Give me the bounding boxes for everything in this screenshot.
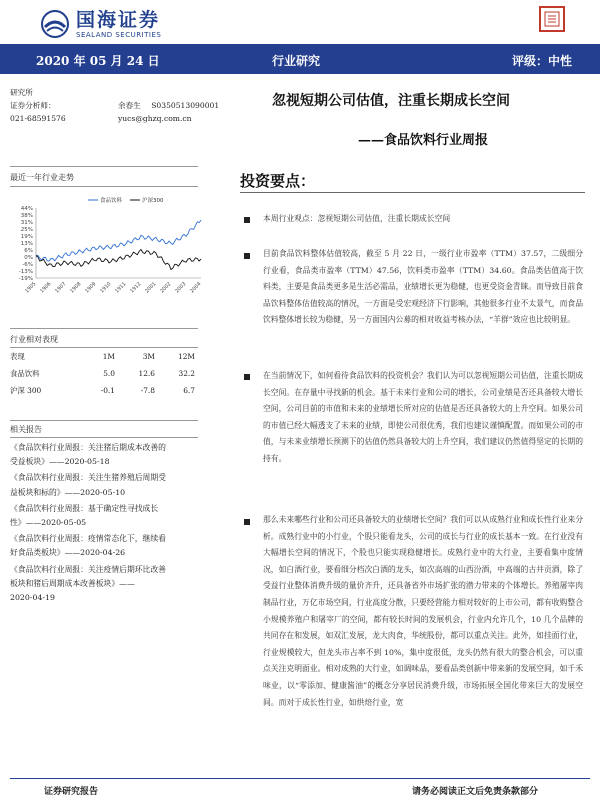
report-date: 2020 年 05 月 24 日	[36, 54, 160, 68]
divider	[10, 437, 198, 438]
series-line-csi300	[36, 250, 201, 270]
related-report-line: 好食品类板块》——2020-04-26	[10, 548, 126, 558]
related-report-line: 受益板块》——2020-05-18	[10, 457, 110, 467]
x-tick-label: 1909	[84, 281, 98, 295]
table-cell: 32.2	[178, 369, 195, 378]
analyst-phone: 021-68591576	[10, 114, 66, 123]
related-list	[10, 441, 200, 605]
legend-label: 沪深300	[142, 198, 164, 204]
invest-point-1: 本周行业观点：忽视短期公司估值，注重长期成长空间	[263, 214, 451, 223]
y-tick-label: 25%	[20, 227, 33, 233]
invest-heading: 投资要点：	[240, 172, 316, 190]
related-report-line: 《食品饮料行业周报：关注猪后期成本改善的	[10, 443, 166, 452]
related-report-line: 《食品饮料行业周报：关注疫情后期环比改善	[10, 564, 166, 574]
x-tick-label: 2003	[174, 281, 188, 295]
table-cell: 5.0	[103, 369, 115, 378]
x-tick-label: 2004	[189, 281, 203, 295]
y-tick-label: 13%	[20, 241, 33, 247]
invest-point-4: 那么未来哪些行业和公司还具备较大的业绩增长空间？我们可以从成熟行业和成长性行业来分析。成熟行业中的小行业，个股只能看龙头，公司的成长与行业的成长基本一致。在行业没有大幅增长空间的情况下，个股也只能实现稳健增长。成熟行业中的大行业，主要看集中度情况，如白酒行业，要看细分档次白酒的龙头，如次高端的山西汾酒，中高端的古井贡酒，除了受益行业整体消费升级的量价齐升，还具备省外市场扩张的潜力带来的个体增长。养殖屠宰肉制品行业，万亿市场空间，行业高度分散，只要经营能力相对较好的上市公司，都有收购整合小规模养殖户和屠宰厂的空间，都有较长时间的发展机会，行业内允许几个，10 几个品牌的共同存在和发展，如双汇发展，龙大肉食，华统股份，都可以重点关注。此外，如挂面行业，行业规模较大，但龙头市占率不到 10%，集中度很低，龙头仍然有很大的整合机会，可以重点关注克明面业。相对成熟的大行业，如调味品，要看品类创新中带来新的发展空间，如千禾味业，以“零添加、健康酱油”的概念分享居民消费升级，市场拓展全国化带来巨大的发展空间。而对于成长性行业，如烘焙行业，宽	[263, 515, 583, 707]
performance-title: 行业相对表现	[10, 335, 58, 344]
x-tick-label: 1905	[24, 281, 38, 295]
y-tick-label: 19%	[20, 234, 33, 240]
y-tick-label: -6%	[22, 262, 33, 268]
bullet-icon	[244, 374, 250, 380]
divider	[240, 192, 585, 193]
table-header-cell: 12M	[178, 352, 195, 361]
table-header-cell: 表现	[10, 352, 25, 361]
bullet-icon	[244, 217, 250, 223]
x-tick-label: 1906	[39, 281, 53, 295]
invest-point-2: 目前食品饮料整体估值较高，截至 5 月 22 日，一级行业市盈率（TTM）37.57，二级细分行业看，食品类市盈率（TTM）47.56，饮料类市盈率（TTM）34.60。食品类估值高于饮料类，主要是食品类更多是生活必需品，业绩增长更为稳健，也更受资金青睐。而导致目前食品饮料整体估值较高的情况，一方面是受宏观经济下行影响，其他很多行业不太景气，而食品饮料整体增长较为稳健，另一方面国内公募的相对收益考核办法，“羊群”效应也比较明显。	[263, 249, 583, 325]
analyst-label: 证券分析师：	[10, 101, 56, 110]
table-header-cell: 3M	[142, 352, 155, 361]
bullet-icon	[244, 519, 250, 525]
table-header-cell: 1M	[102, 352, 115, 361]
table-cell: 6.7	[183, 386, 195, 395]
related-title: 相关报告	[10, 425, 42, 434]
rating: 评级：中性	[512, 54, 573, 68]
y-tick-label: -19%	[18, 276, 33, 282]
trend-title: 最近一年行业走势	[10, 173, 74, 182]
related-report-line: 《食品饮料行业周报：疫情常态化下，继续看	[10, 534, 166, 544]
y-tick-label: 6%	[24, 248, 33, 254]
table-row	[10, 382, 195, 399]
x-tick-label: 1911	[114, 281, 128, 295]
related-report-line: 板块和猪后周期成本改善板块》——	[10, 578, 135, 588]
x-tick-label: 1910	[99, 281, 113, 295]
x-tick-label: 2001	[144, 281, 158, 295]
related-report-link[interactable]	[10, 441, 200, 469]
report-title: 忽视短期公司估值，注重长期成长空间	[272, 93, 510, 109]
table-row	[10, 365, 195, 382]
bullet-icon	[244, 253, 250, 259]
divider	[10, 328, 198, 329]
brand-name-en: SEALAND SECURITIES	[76, 30, 162, 39]
y-tick-label: -13%	[18, 269, 33, 275]
x-tick-label: 1907	[54, 281, 68, 295]
related-report-link[interactable]	[10, 532, 200, 560]
table-cell: 12.6	[138, 369, 155, 378]
x-tick-label: 2002	[159, 281, 173, 295]
y-tick-label: 38%	[20, 213, 33, 219]
report-subtitle: ——食品饮料行业周报	[358, 133, 489, 148]
research-seal-icon	[539, 6, 565, 32]
divider	[10, 166, 198, 167]
sealand-logo-icon	[40, 9, 70, 39]
divider	[10, 186, 198, 187]
report-type: 行业研究	[272, 54, 321, 68]
y-tick-label: 31%	[20, 220, 33, 226]
header-band	[0, 44, 600, 74]
table-cell: -0.1	[100, 386, 115, 395]
trend-chart	[6, 190, 206, 300]
related-report-link[interactable]	[10, 471, 200, 499]
invest-point-3: 在当前情况下，如何看待食品饮料的投资机会？我们认为可以忽视短期公司估值，注重长期成长空间。在存量中寻找新的机会。基于未来行业和公司的增长，公司业绩是否还具备较大增长空间，公司目前的市值和未来的业绩增长所对应的估值是否还具备较大的上升空间。如果公司的市值已经大幅透支了未来的业绩，即使公司很优秀，我们也建议谨慎配置。而如果公司的市值，与未来业绩增长预测下的估值仍然具备较大的上升空间，我们建议仍然值得坚定的长期的持有。	[263, 371, 583, 463]
table-header-row	[10, 348, 195, 365]
brand-name-cn: 国海证券	[76, 8, 161, 31]
footer-divider	[10, 778, 590, 779]
related-report-line: 《食品饮料行业周报：关注生猪养殖后周期受	[10, 473, 166, 483]
related-report-line: 2020-04-19	[10, 593, 55, 603]
x-tick-label: 1908	[69, 281, 83, 295]
divider	[10, 420, 198, 421]
analyst-license: S0350513090001	[151, 101, 220, 110]
table-cell: 沪深 300	[10, 386, 42, 395]
related-report-link[interactable]	[10, 563, 200, 606]
y-tick-label: 0%	[24, 255, 33, 261]
legend-label: 食品饮料	[100, 198, 123, 204]
analyst-email[interactable]: yucs@ghzq.com.cn	[118, 114, 192, 123]
performance-table-wrap	[10, 348, 200, 399]
brand-logo	[40, 6, 161, 42]
analyst-name: 余春生	[118, 101, 141, 110]
related-report-link[interactable]	[10, 502, 200, 530]
related-report-line: 益板块和标的》——2020-05-10	[10, 487, 126, 497]
x-tick-label: 1912	[129, 281, 143, 295]
y-tick-label: 44%	[20, 206, 33, 212]
research-institute: 研究所	[10, 88, 33, 97]
series-line-food-beverage	[36, 220, 201, 261]
table-cell: 食品饮料	[10, 369, 40, 378]
footer-disclaimer[interactable]: 请务必阅读正文后免责条款部分	[412, 787, 539, 797]
related-report-line: 性》——2020-05-05	[10, 518, 87, 528]
performance-table	[10, 348, 195, 399]
analyst-info	[118, 99, 219, 125]
table-cell: -7.8	[140, 386, 155, 395]
related-report-line: 《食品饮料行业周报：基于确定性寻找成长	[10, 503, 159, 513]
footer-left: 证券研究报告	[44, 787, 99, 797]
